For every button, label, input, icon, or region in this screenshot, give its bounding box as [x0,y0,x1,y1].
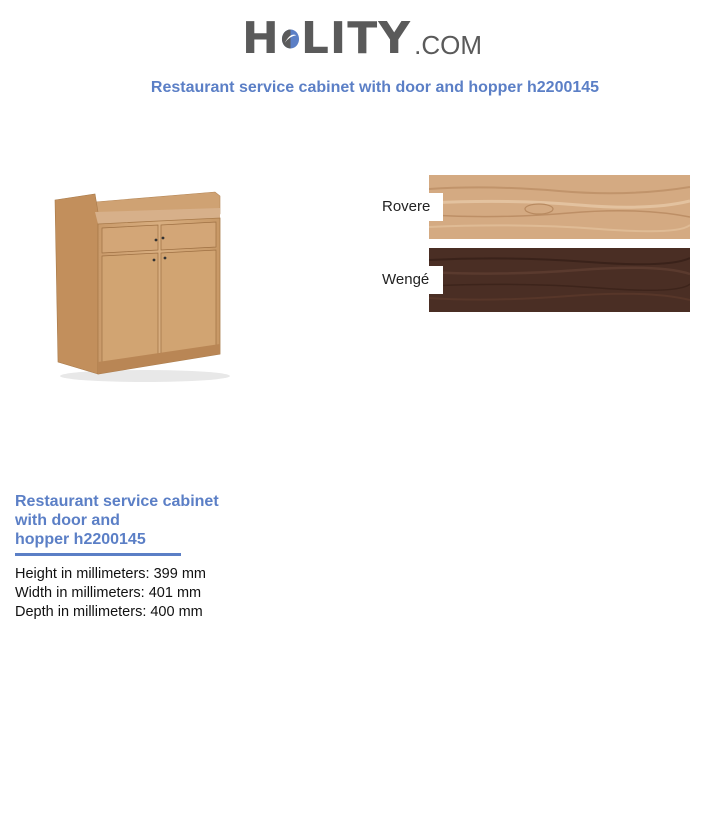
dimensions-list [15,565,206,622]
finish-label: Rovere [375,193,443,221]
logo-letter-h: H [242,13,280,64]
title-underline [15,553,181,556]
finish-option-rovere[interactable] [375,175,690,239]
product-name-line: Restaurant service cabinet [15,493,219,510]
dimension-width: Width in millimeters: 401 mm [15,585,202,601]
product-name-line: with door and [15,512,120,529]
wenge-wood-swatch [429,248,690,312]
dimension-depth: Depth in millimeters: 400 mm [15,604,203,620]
rovere-wood-swatch [429,175,690,239]
finish-label: Wengé [375,266,443,294]
product-name-line: hopper h2200145 [15,531,146,548]
dimension-height: Height in millimeters: 399 mm [15,566,206,582]
brand-logo[interactable] [242,10,482,68]
logo-suffix: .COM [414,30,482,60]
product-name [15,492,240,549]
page-title: Restaurant service cabinet with door and hopper h2200145 [150,79,600,96]
finish-option-wenge[interactable] [375,248,690,312]
logo-letters-lity: LITY [300,13,412,64]
cabinet-product-image [50,186,230,386]
logo-o-icon [281,17,300,61]
